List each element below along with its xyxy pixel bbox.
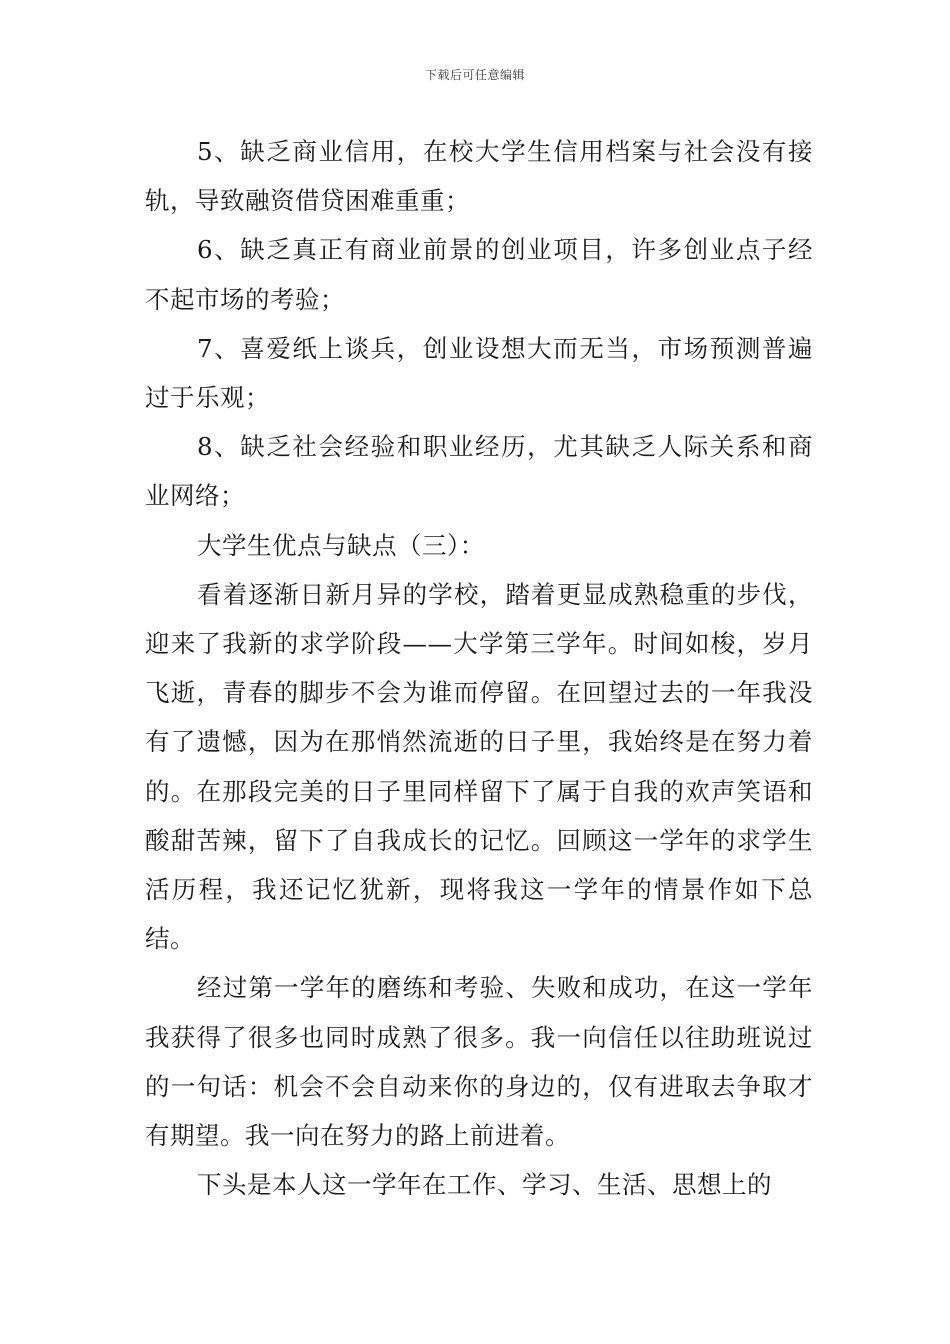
paragraph-item-5: 5、缺乏商业信用，在校大学生信用档案与社会没有接轨，导致融资借贷困难重重； xyxy=(145,137,813,216)
page-header: 下载后可任意编辑 xyxy=(424,68,525,82)
paragraph-reflection: 经过第一学年的磨练和考验、失败和成功，在这一学年我获得了很多也同时成熟了很多。我一向信任以往助班说过的一句话：机会不会自动来你的身边的，仅有进取去争取才有期望。我一向在努力的路上前进着。 xyxy=(145,973,813,1151)
paragraph-item-8: 8、缺乏社会经验和职业经历，尤其缺乏人际关系和商业网络； xyxy=(145,432,813,511)
paragraph-intro: 看着逐渐日新月异的学校，踏着更显成熟稳重的步伐，迎来了我新的求学阶段——大学第三学年。时间如梭，岁月飞逝，青春的脚步不会为谁而停留。在回望过去的一年我没有了遗憾，因为在那悄然流逝的日子里，我始终是在努力着的。在那段完美的日子里同样留下了属于自我的欢声笑语和酸甜苦辣，留下了自我成长的记忆。回顾这一学年的求学生活历程，我还记忆犹新，现将我这一学年的情景作如下总结。 xyxy=(145,579,813,954)
document-body xyxy=(145,127,813,1209)
paragraph-summary-start: 下头是本人这一学年在工作、学习、生活、思想上的 xyxy=(197,1170,772,1200)
paragraph-item-7: 7、喜爱纸上谈兵，创业设想大而无当，市场预测普遍过于乐观； xyxy=(145,333,813,413)
paragraph-item-6: 6、缺乏真正有商业前景的创业项目，许多创业点子经不起市场的考验； xyxy=(145,235,813,314)
section-heading: 大学生优点与缺点（三）： xyxy=(197,530,485,560)
